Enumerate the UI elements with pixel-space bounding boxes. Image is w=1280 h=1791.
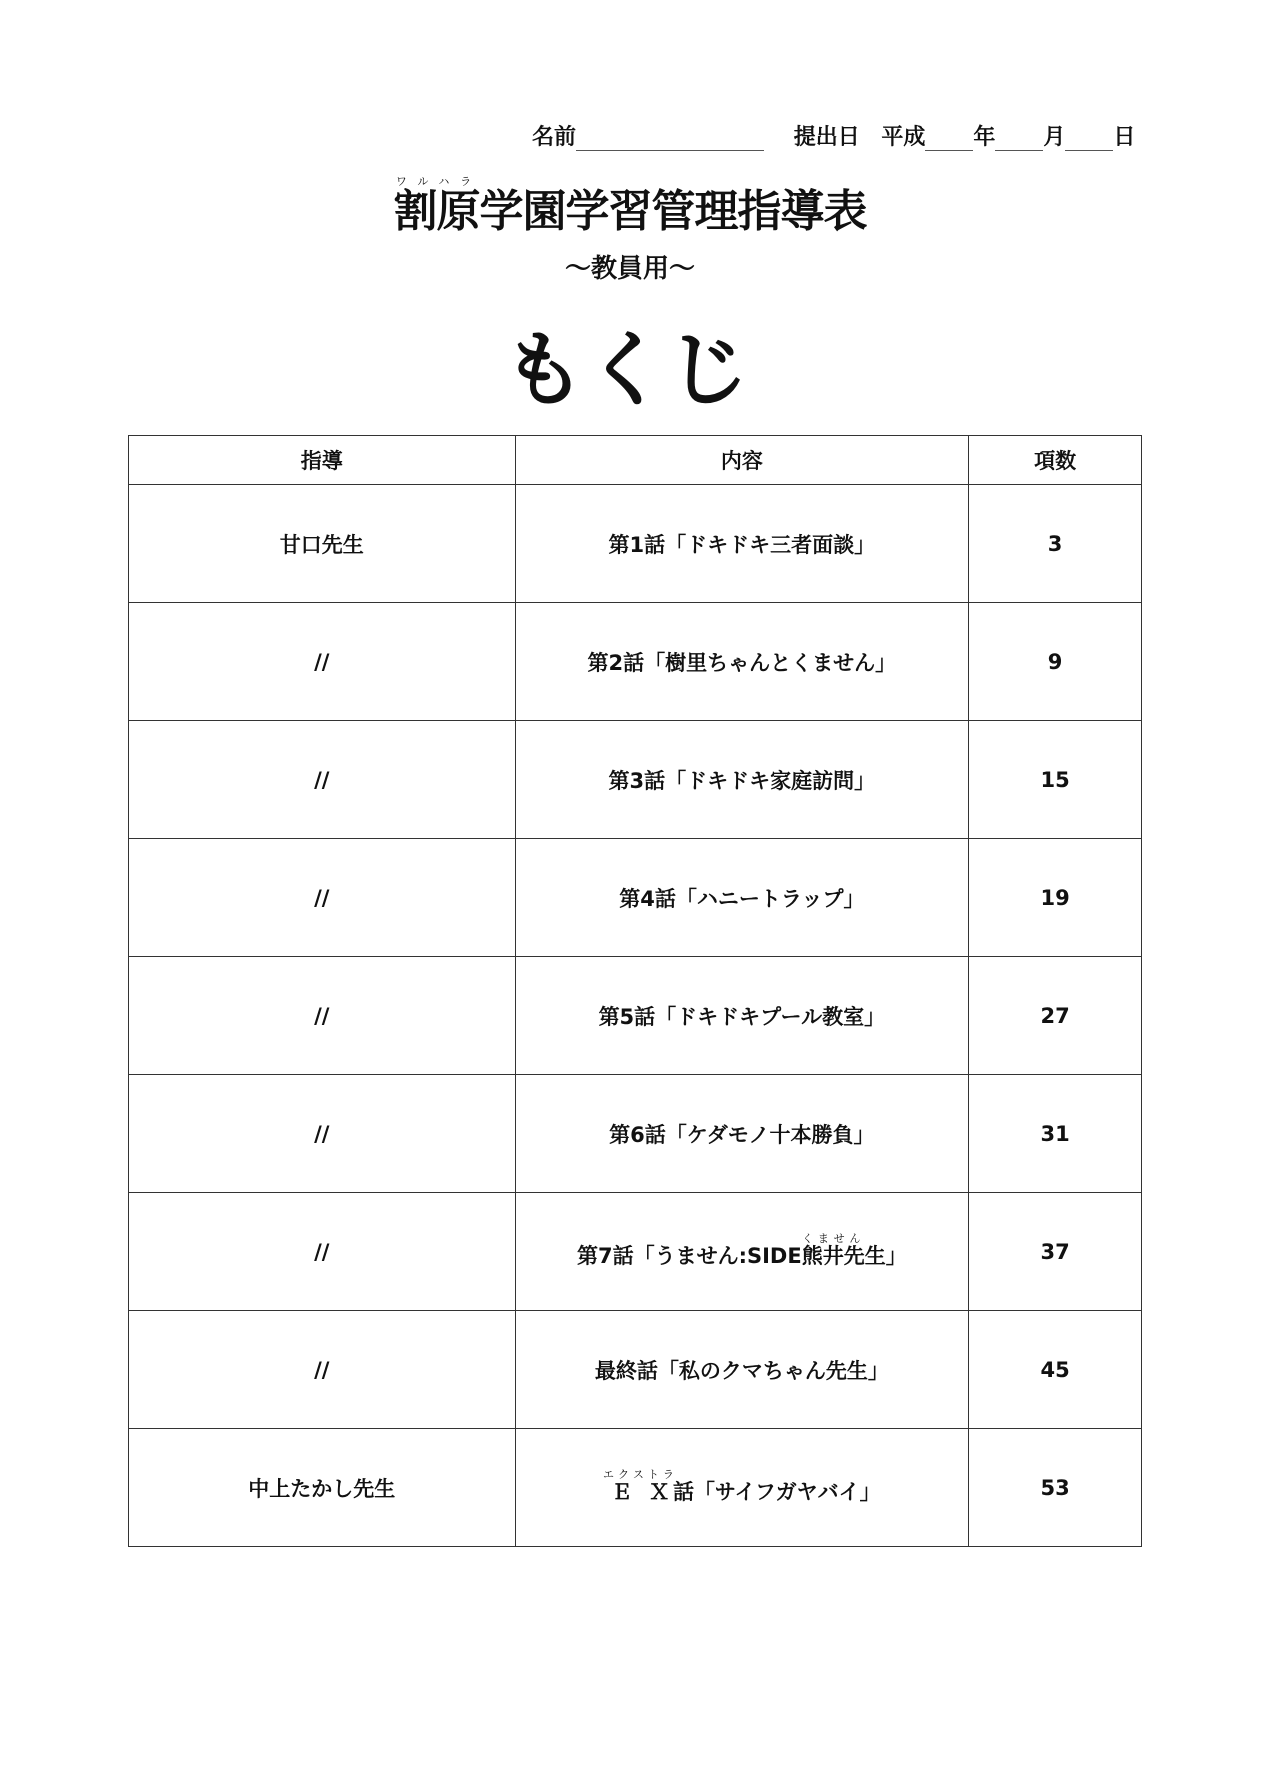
content-cell [515, 1193, 969, 1311]
episode-title: 最終話「私のクマちゃん先生」 [594, 1358, 889, 1383]
teacher-cell: // [129, 957, 516, 1075]
title-ruby: ワルハラ [393, 175, 480, 188]
title-rest: 学園学習管理指導表 [479, 186, 867, 237]
month-blank [995, 130, 1043, 151]
page-cell: 15 [969, 721, 1142, 839]
page-cell: 53 [969, 1429, 1142, 1547]
episode-title-part: 生」 [864, 1244, 907, 1268]
teacher-cell: // [129, 721, 516, 839]
teacher-cell: 中上たかし先生 [129, 1429, 516, 1547]
content-cell [515, 485, 969, 603]
content-cell [515, 957, 969, 1075]
toc-heading: もくじ [502, 323, 749, 418]
day-blank [1065, 130, 1113, 151]
content-cell [515, 1075, 969, 1193]
year-label: 年 [973, 125, 996, 150]
table-row [129, 1193, 1142, 1311]
month-label: 月 [1043, 125, 1066, 150]
episode-title: 第3話「ドキドキ家庭訪問」 [608, 768, 876, 793]
teacher-cell: // [129, 603, 516, 721]
episode-ruby-base: 熊井先 [801, 1244, 865, 1268]
teacher-cell: // [129, 1193, 516, 1311]
day-label: 日 [1113, 125, 1136, 150]
episode-title: 第4話「ハニートラップ」 [619, 886, 865, 911]
toc-table [128, 435, 1142, 1547]
page-cell: 19 [969, 839, 1142, 957]
teacher-cell: // [129, 1075, 516, 1193]
episode-ruby-base: ＥＸ [603, 1480, 678, 1504]
table-header-row [129, 436, 1142, 485]
col-header-content: 内容 [515, 436, 969, 485]
name-blank [576, 130, 764, 151]
table-row [129, 839, 1142, 957]
page-cell: 31 [969, 1075, 1142, 1193]
era-label: 平成 [881, 125, 926, 150]
content-cell [515, 603, 969, 721]
table-row [129, 1075, 1142, 1193]
teacher-cell: 甘口先生 [129, 485, 516, 603]
episode-title: 第2話「樹里ちゃんとくません」 [587, 650, 897, 675]
subtitle: ～教員用～ [564, 254, 695, 284]
episode-ruby: エクストラ [603, 1468, 678, 1481]
title-ruby-base: 割原 [393, 186, 480, 237]
episode-title: 第5話「ドキドキプール教室」 [598, 1004, 886, 1029]
teacher-cell: // [129, 839, 516, 957]
content-cell [515, 721, 969, 839]
content-cell [515, 1429, 969, 1547]
teacher-cell: // [129, 1311, 516, 1429]
table-row [129, 1311, 1142, 1429]
episode-title-part: 話「サイフガヤバイ」 [672, 1480, 881, 1504]
table-row [129, 603, 1142, 721]
page-cell: 37 [969, 1193, 1142, 1311]
submission-header [532, 120, 1135, 151]
page-cell: 27 [969, 957, 1142, 1075]
content-cell [515, 839, 969, 957]
episode-title: 第1話「ドキドキ三者面談」 [608, 532, 876, 557]
content-cell [515, 1311, 969, 1429]
table-row [129, 1429, 1142, 1547]
name-label: 名前 [532, 125, 577, 150]
page-cell: 45 [969, 1311, 1142, 1429]
episode-title-part: 第7話「うません:SIDE [576, 1244, 802, 1268]
episode-title: 第6話「ケダモノ十本勝負」 [609, 1122, 875, 1147]
col-header-teacher: 指導 [129, 436, 516, 485]
submit-date-label: 提出日 [793, 125, 860, 150]
table-row [129, 957, 1142, 1075]
year-blank [925, 130, 973, 151]
document-title [0, 175, 1260, 239]
page-cell: 3 [969, 485, 1142, 603]
table-row [129, 485, 1142, 603]
episode-ruby: くません [801, 1232, 865, 1245]
table-row [129, 721, 1142, 839]
col-header-pages: 項数 [969, 436, 1142, 485]
page-cell: 9 [969, 603, 1142, 721]
